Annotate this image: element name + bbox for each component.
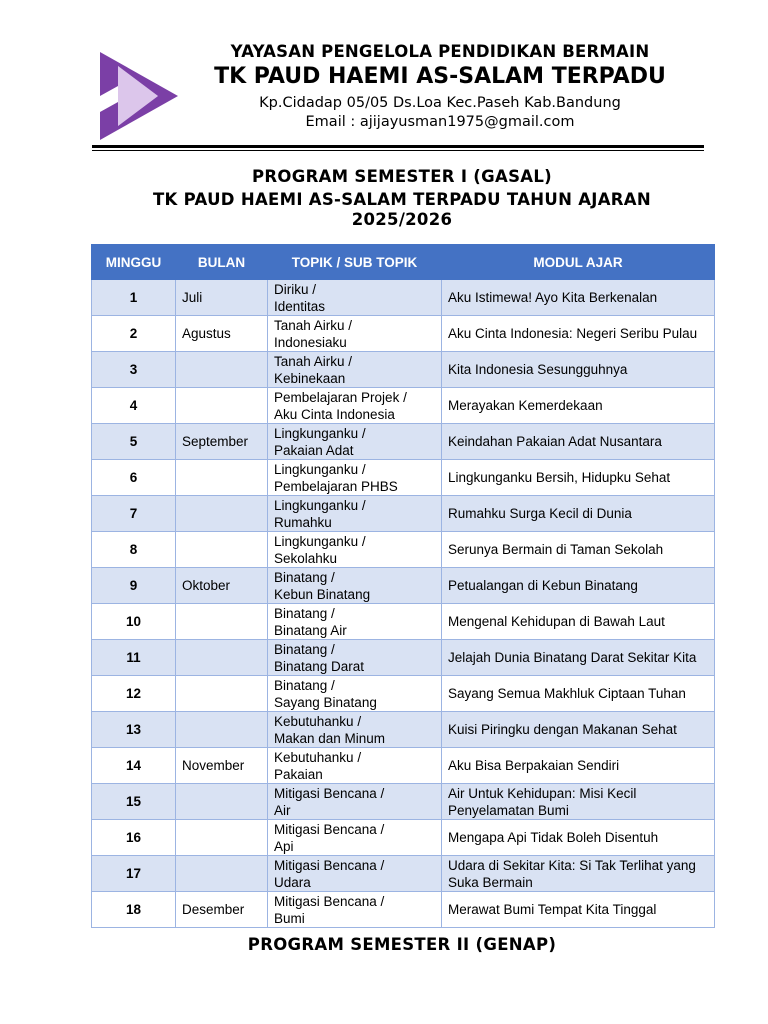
module-cell: Petualangan di Kebun Binatang — [442, 568, 715, 604]
subtopic-text: Indonesiaku — [274, 334, 347, 350]
topic-text: Mitigasi Bencana / — [274, 857, 385, 873]
module-cell: Udara di Sekitar Kita: Si Tak Terlihat yang Suka Bermain — [442, 856, 715, 892]
table-row — [92, 820, 715, 856]
topic-text: Lingkunganku / — [274, 497, 366, 513]
header-divider — [92, 145, 704, 148]
topic-cell — [268, 676, 442, 712]
school-name: TK PAUD HAEMI AS-SALAM TERPADU — [214, 64, 666, 89]
module-cell: Air Untuk Kehidupan: Misi Kecil Penyelamatan Bumi — [442, 784, 715, 820]
topic-text: Binatang / — [274, 569, 335, 585]
month-cell — [176, 820, 268, 856]
topic-text: Lingkunganku / — [274, 425, 366, 441]
month-cell: September — [176, 424, 268, 460]
module-cell: Mengapa Api Tidak Boleh Disentuh — [442, 820, 715, 856]
topic-text: Diriku / — [274, 281, 317, 297]
week-cell: 3 — [92, 352, 176, 388]
topic-text: Lingkunganku / — [274, 461, 366, 477]
module-cell: Serunya Bermain di Taman Sekolah — [442, 532, 715, 568]
topic-text: Lingkunganku / — [274, 533, 366, 549]
topic-cell — [268, 460, 442, 496]
topic-text: Tanah Airku / — [274, 317, 353, 333]
table-row — [92, 604, 715, 640]
table-row — [92, 388, 715, 424]
semester-table — [91, 244, 715, 928]
week-cell: 11 — [92, 640, 176, 676]
topic-cell — [268, 856, 442, 892]
month-cell: Juli — [176, 280, 268, 316]
subtopic-text: Air — [274, 802, 291, 818]
subtopic-text: Binatang Darat — [274, 658, 365, 674]
week-cell: 16 — [92, 820, 176, 856]
topic-cell — [268, 388, 442, 424]
week-cell: 9 — [92, 568, 176, 604]
subtopic-text: Kebun Binatang — [274, 586, 371, 602]
month-cell — [176, 784, 268, 820]
week-cell: 5 — [92, 424, 176, 460]
month-cell: Desember — [176, 892, 268, 928]
module-cell: Kita Indonesia Sesungguhnya — [442, 352, 715, 388]
week-cell: 6 — [92, 460, 176, 496]
module-cell: Aku Cinta Indonesia: Negeri Seribu Pulau — [442, 316, 715, 352]
module-cell: Keindahan Pakaian Adat Nusantara — [442, 424, 715, 460]
subtopic-text: Rumahku — [274, 514, 332, 530]
module-cell: Lingkunganku Bersih, Hidupku Sehat — [442, 460, 715, 496]
subtopic-text: Pakaian Adat — [274, 442, 354, 458]
column-header-topic: TOPIK / SUB TOPIK — [268, 245, 442, 280]
topic-cell — [268, 640, 442, 676]
month-cell — [176, 496, 268, 532]
subtopic-text: Aku Cinta Indonesia — [274, 406, 395, 422]
topic-cell — [268, 604, 442, 640]
week-cell: 15 — [92, 784, 176, 820]
table-row — [92, 892, 715, 928]
program-year: 2025/2026 — [351, 210, 453, 229]
month-cell: Oktober — [176, 568, 268, 604]
organization-name: YAYASAN PENGELOLA PENDIDIKAN BERMAIN — [230, 42, 650, 61]
month-cell — [176, 352, 268, 388]
module-cell: Merawat Bumi Tempat Kita Tinggal — [442, 892, 715, 928]
table-row — [92, 352, 715, 388]
module-cell: Merayakan Kemerdekaan — [442, 388, 715, 424]
topic-text: Mitigasi Bencana / — [274, 893, 385, 909]
subtopic-text: Pembelajaran PHBS — [274, 478, 398, 494]
module-cell: Kuisi Piringku dengan Makanan Sehat — [442, 712, 715, 748]
header-divider-thin — [92, 150, 704, 151]
module-cell: Sayang Semua Makhluk Ciptaan Tuhan — [442, 676, 715, 712]
subtopic-text: Binatang Air — [274, 622, 347, 638]
column-header-month: BULAN — [176, 245, 268, 280]
table-row — [92, 280, 715, 316]
subtopic-text: Makan dan Minum — [274, 730, 386, 746]
topic-cell — [268, 352, 442, 388]
month-cell — [176, 532, 268, 568]
week-cell: 10 — [92, 604, 176, 640]
table-row — [92, 748, 715, 784]
table-row — [92, 532, 715, 568]
topic-cell — [268, 892, 442, 928]
month-cell: November — [176, 748, 268, 784]
topic-text: Kebutuhanku / — [274, 749, 362, 765]
school-logo — [98, 50, 180, 142]
table-row — [92, 568, 715, 604]
topic-cell — [268, 532, 442, 568]
month-cell: Agustus — [176, 316, 268, 352]
week-cell: 4 — [92, 388, 176, 424]
table-row — [92, 316, 715, 352]
subtopic-text: Api — [274, 838, 294, 854]
month-cell — [176, 388, 268, 424]
subtopic-text: Pakaian — [274, 766, 323, 782]
module-cell: Jelajah Dunia Binatang Darat Sekitar Kita — [442, 640, 715, 676]
table-row — [92, 460, 715, 496]
week-cell: 13 — [92, 712, 176, 748]
week-cell: 7 — [92, 496, 176, 532]
topic-text: Tanah Airku / — [274, 353, 353, 369]
school-address: Kp.Cidadap 05/05 Ds.Loa Kec.Paseh Kab.Bandung — [259, 95, 621, 111]
topic-text: Mitigasi Bencana / — [274, 821, 385, 837]
topic-cell — [268, 568, 442, 604]
school-email: Email : ajijayusman1975@gmail.com — [305, 114, 575, 130]
table-header-row — [92, 245, 715, 280]
table-row — [92, 424, 715, 460]
subtopic-text: Bumi — [274, 910, 305, 926]
program-subtitle: TK PAUD HAEMI AS-SALAM TERPADU TAHUN AJARAN — [152, 190, 651, 209]
topic-text: Binatang / — [274, 677, 335, 693]
next-program-title: PROGRAM SEMESTER II (GENAP) — [247, 935, 557, 954]
week-cell: 12 — [92, 676, 176, 712]
topic-text: Pembelajaran Projek / — [274, 389, 407, 405]
topic-text: Kebutuhanku / — [274, 713, 362, 729]
month-cell — [176, 460, 268, 496]
subtopic-text: Identitas — [274, 298, 326, 314]
module-cell: Aku Bisa Berpakaian Sendiri — [442, 748, 715, 784]
table-body — [92, 280, 715, 928]
table-row — [92, 856, 715, 892]
table-row — [92, 676, 715, 712]
month-cell — [176, 712, 268, 748]
topic-cell — [268, 280, 442, 316]
month-cell — [176, 640, 268, 676]
table-row — [92, 784, 715, 820]
topic-text: Mitigasi Bencana / — [274, 785, 385, 801]
subtopic-text: Udara — [274, 874, 311, 890]
table-row — [92, 640, 715, 676]
week-cell: 2 — [92, 316, 176, 352]
module-cell: Aku Istimewa! Ayo Kita Berkenalan — [442, 280, 715, 316]
topic-cell — [268, 424, 442, 460]
table-row — [92, 712, 715, 748]
table-row — [92, 496, 715, 532]
month-cell — [176, 604, 268, 640]
topic-cell — [268, 316, 442, 352]
topic-text: Binatang / — [274, 605, 335, 621]
module-cell: Rumahku Surga Kecil di Dunia — [442, 496, 715, 532]
column-header-module: MODUL AJAR — [442, 245, 715, 280]
subtopic-text: Kebinekaan — [274, 370, 346, 386]
subtopic-text: Sayang Binatang — [274, 694, 377, 710]
topic-cell — [268, 496, 442, 532]
week-cell: 8 — [92, 532, 176, 568]
month-cell — [176, 676, 268, 712]
topic-cell — [268, 820, 442, 856]
program-title: PROGRAM SEMESTER I (GASAL) — [252, 167, 552, 186]
week-cell: 18 — [92, 892, 176, 928]
week-cell: 17 — [92, 856, 176, 892]
week-cell: 14 — [92, 748, 176, 784]
topic-cell — [268, 748, 442, 784]
column-header-week: MINGGU — [92, 245, 176, 280]
subtopic-text: Sekolahku — [274, 550, 338, 566]
topic-cell — [268, 784, 442, 820]
topic-text: Binatang / — [274, 641, 335, 657]
topic-cell — [268, 712, 442, 748]
week-cell: 1 — [92, 280, 176, 316]
module-cell: Mengenal Kehidupan di Bawah Laut — [442, 604, 715, 640]
month-cell — [176, 856, 268, 892]
